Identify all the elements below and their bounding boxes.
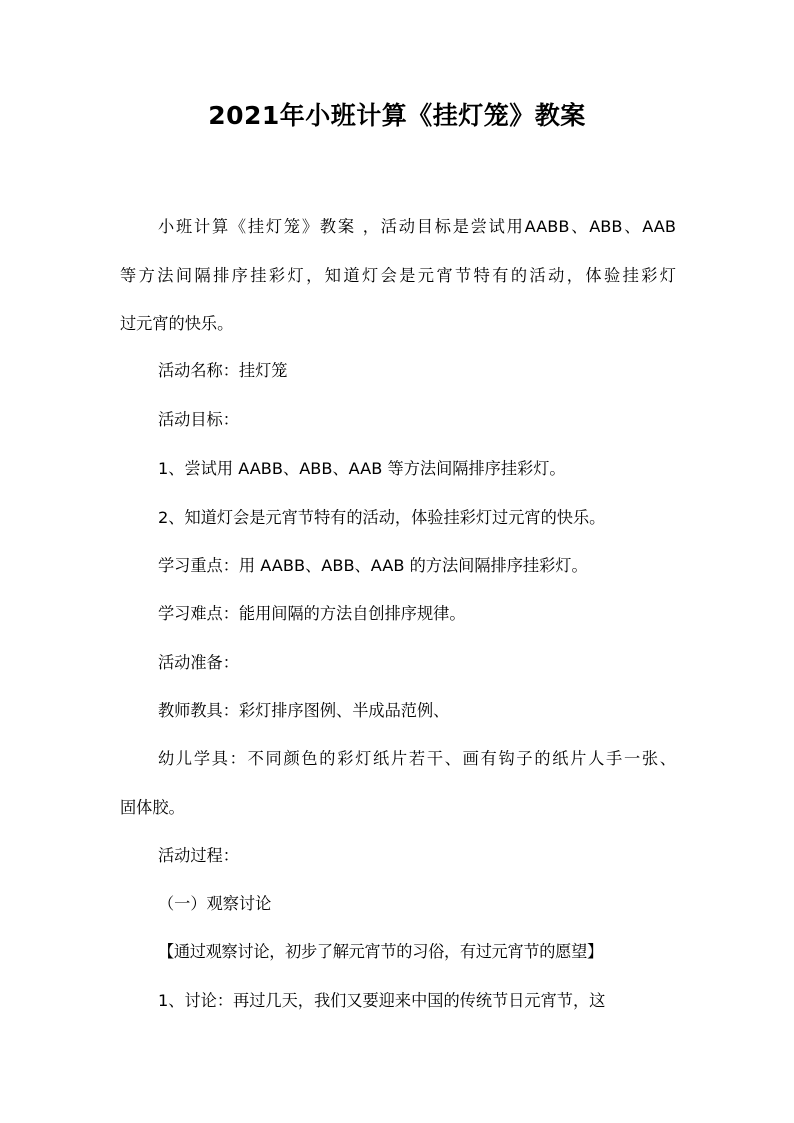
section-1-note: 【通过观察讨论，初步了解元宵节的习俗，有过元宵节的愿望】 [158,942,603,961]
difficulty: 学习难点：能用间隔的方法自创排序规律。 [158,604,466,623]
prep-heading: 活动准备： [158,653,239,672]
child-tools-line-2: 固体胶。 [120,797,185,817]
discussion-line: 1、讨论：再过几天，我们又要迎来中国的传统节日元宵节，这 [158,991,606,1010]
child-tools-line-1: 幼儿学具：不同颜色的彩灯纸片若干、画有钩子的纸片人手一张、 [158,749,676,768]
goal-item-2: 2、知道灯会是元宵节特有的活动，体验挂彩灯过元宵的快乐。 [158,508,606,527]
key-point: 学习重点：用 AABB、ABB、AAB 的方法间隔排序挂彩灯。 [158,556,588,575]
intro-line-3: 过元宵的快乐。 [120,314,234,333]
goals-heading: 活动目标： [158,410,239,429]
child-tools-paragraph [120,735,676,832]
process-heading: 活动过程： [158,846,239,865]
document-title: 2021年小班计算《挂灯笼》教案 [208,101,586,130]
intro-paragraph [120,203,676,349]
activity-name: 活动名称：挂灯笼 [158,361,288,380]
teacher-tools: 教师教具：彩灯排序图例、半成品范例、 [158,701,450,720]
goal-item-1: 1、尝试用 AABB、ABB、AAB 等方法间隔排序挂彩灯。 [158,459,566,478]
intro-line-2: 等方法间隔排序挂彩灯，知道灯会是元宵节特有的活动，体验挂彩灯 [120,265,676,285]
section-heading-1: （一）观察讨论 [158,894,272,913]
intro-line-1: 小班计算《挂灯笼》教案 ，活动目标是尝试用AABB、ABB、AAB [158,217,676,236]
